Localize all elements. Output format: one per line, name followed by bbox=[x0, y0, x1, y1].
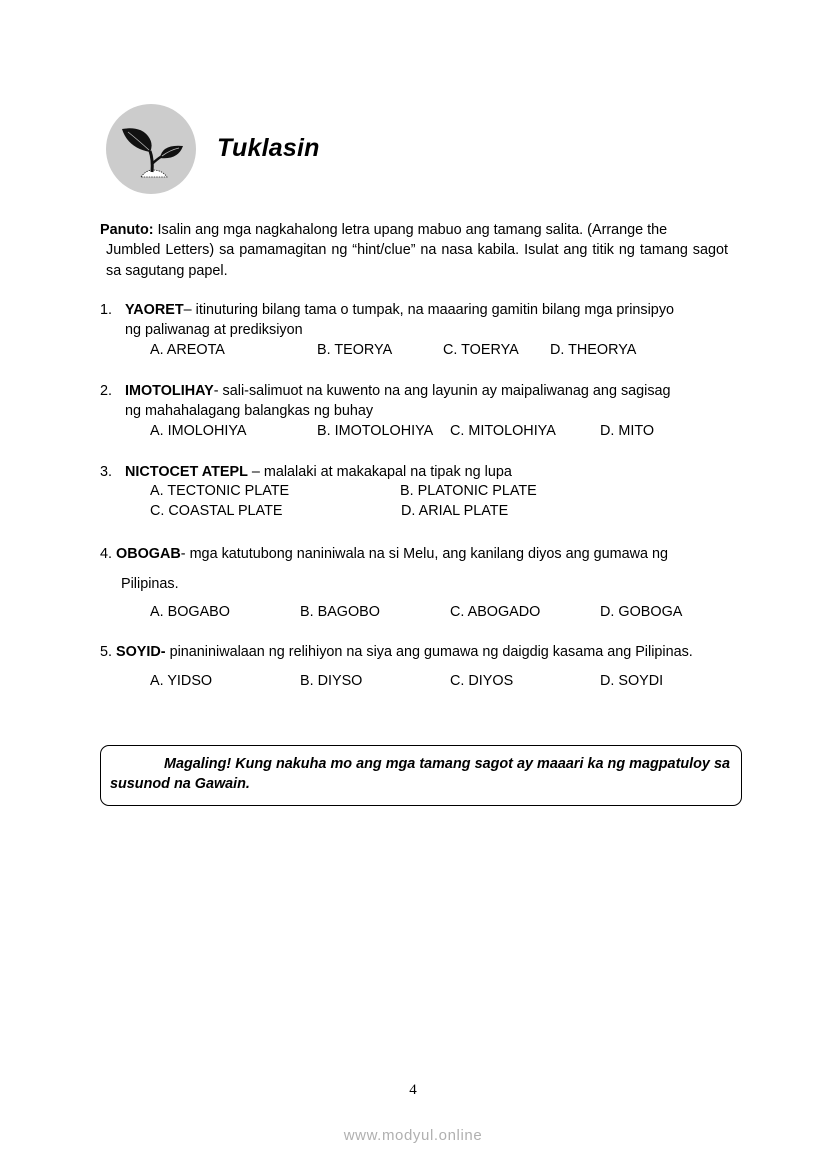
option-d: D. GOBOGA bbox=[600, 604, 683, 620]
question-keyword: OBOGAB bbox=[116, 546, 181, 562]
question-1 bbox=[100, 300, 728, 341]
option-c: C. ABOGADO bbox=[450, 604, 541, 620]
watermark: www.modyul.online bbox=[343, 1127, 483, 1144]
question-number: 5. bbox=[100, 644, 113, 660]
section-title: Tuklasin bbox=[217, 134, 320, 162]
question-hint: - sali-salimuot na kuwento na ang layunin ay maipaliwanag ang sagisag bbox=[213, 383, 671, 399]
option-c: C. DIYOS bbox=[450, 673, 514, 689]
question-hint: – itinuturing bilang tama o tumpak, na maaaring gamitin bilang mga prinsipyo bbox=[183, 302, 675, 318]
question-keyword: SOYID- bbox=[116, 644, 166, 660]
instructions bbox=[100, 220, 728, 281]
instructions-text-rest: Jumbled Letters) sa pamamagitan ng “hint/clue” na nasa kabila. Isulat ang titik ng tamang sagot sa sagutang papel. bbox=[106, 242, 728, 279]
question-2 bbox=[100, 381, 728, 422]
question-hint: pinaniniwalaan ng relihiyon na siya ang gumawa ng daigdig kasama ang Pilipinas. bbox=[165, 644, 693, 660]
option-b: B. TEORYA bbox=[317, 342, 393, 358]
option-b: B. IMOTOLOHIYA bbox=[317, 423, 434, 439]
option-d: D. MITO bbox=[600, 423, 655, 439]
option-c: C. TOERYA bbox=[443, 342, 519, 358]
question-number: 3. bbox=[100, 464, 113, 480]
question-number: 2. bbox=[100, 383, 113, 399]
option-a: A. BOGABO bbox=[150, 604, 230, 620]
option-c: C. COASTAL PLATE bbox=[150, 503, 283, 519]
question-5 bbox=[100, 642, 740, 662]
question-keyword: NICTOCET ATEPL bbox=[125, 464, 248, 480]
option-b: B. BAGOBO bbox=[300, 604, 380, 620]
option-b: B. DIYSO bbox=[300, 673, 363, 689]
encouragement-text bbox=[110, 754, 730, 795]
option-a: A. AREOTA bbox=[150, 342, 225, 358]
seedling-icon bbox=[106, 104, 196, 194]
page-number: 4 bbox=[409, 1082, 417, 1098]
option-a: A. YIDSO bbox=[150, 673, 213, 689]
instructions-label: Panuto: bbox=[100, 222, 154, 238]
question-keyword: IMOTOLIHAY bbox=[125, 383, 214, 399]
option-d: D. THEORYA bbox=[550, 342, 637, 358]
option-a: A. IMOLOHIYA bbox=[150, 423, 247, 439]
option-b: B. PLATONIC PLATE bbox=[400, 483, 537, 499]
question-3 bbox=[100, 462, 728, 482]
question-hint: - mga katutubong naniniwala na si Melu, ang kanilang diyos ang gumawa ng bbox=[180, 546, 668, 562]
option-d: D. ARIAL PLATE bbox=[401, 503, 509, 519]
question-4 bbox=[100, 544, 740, 595]
question-number: 1. bbox=[100, 302, 113, 318]
encouragement-message: Magaling! Kung nakuha mo ang mga tamang sagot ay maaari ka ng magpatuloy sa susunod na Gawain. bbox=[110, 756, 730, 793]
question-keyword: YAORET bbox=[125, 302, 184, 318]
option-d: D. SOYDI bbox=[600, 673, 664, 689]
option-a: A. TECTONIC PLATE bbox=[150, 483, 290, 499]
question-hint-continued: ng mahahalagang balangkas ng buhay bbox=[125, 403, 374, 420]
instructions-text-line1: Isalin ang mga nagkahalong letra upang mabuo ang tamang salita. (Arrange the bbox=[153, 222, 668, 238]
question-hint: – malalaki at makakapal na tipak ng lupa bbox=[247, 464, 512, 480]
question-hint-continued: Pilipinas. bbox=[121, 576, 179, 593]
question-number: 4. bbox=[100, 546, 113, 562]
option-c: C. MITOLOHIYA bbox=[450, 423, 556, 439]
question-hint-continued: ng paliwanag at prediksiyon bbox=[125, 322, 303, 339]
